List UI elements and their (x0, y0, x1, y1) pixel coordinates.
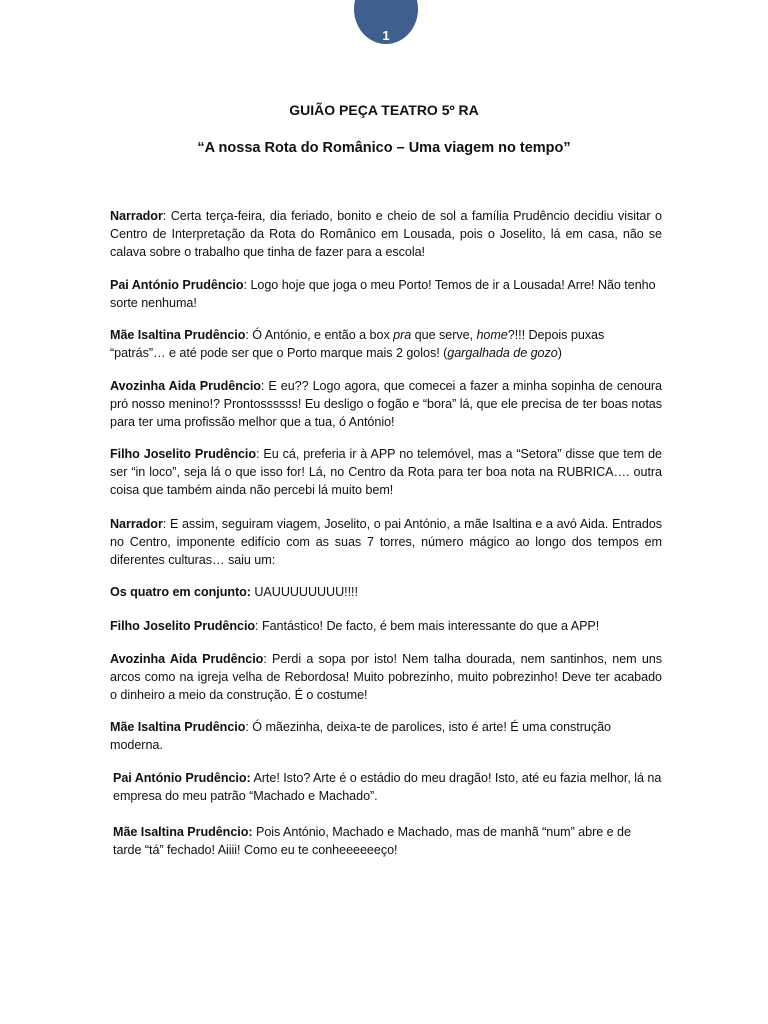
dialogue-text: Arte! Isto? Arte é o estádio do meu dragão! Isto, até eu fazia melhor, lá na empresa do meu patrão “Machado e Machado”. (113, 771, 662, 803)
speaker-name: Filho Joselito Prudêncio (110, 447, 257, 461)
dialogue-text: Perdi a sopa por isto! Nem talha dourada, nem santinhos, nem uns arcos como na igreja velha de Rebordosa! Muito pobrezinho, muito pobrezinho! Deve ter acabado o dinheiro a meio da construção. É o costume! (110, 652, 662, 702)
dialogue-text: Ó mãezinha, deixa-te de parolices, isto é arte! É uma construção moderna. (110, 720, 611, 752)
speaker-name: Narrador (110, 209, 163, 223)
dialogue-text: Pois António, Machado e Machado, mas de manhã “num” abre e de tarde “tá” fechado! Aiiii! Como eu te conheeeeeeço! (113, 825, 631, 857)
dialogue-text: Eu cá, preferia ir à APP no telemóvel, mas a “Setora” disse que tem de ser “in loco”, seja lá o que isso for! Lá, no Centro da Rota para ter boa nota na RUBRICA…. outra coisa que também ainda não percebi lá muito bem! (110, 447, 662, 497)
dialogue-text: E eu?? Logo agora, que comecei a fazer a minha sopinha de cenoura pró nosso menino!? Prontossssss! Eu desligo o fogão e “bora” lá, que ele precisa de ter boas notas para ter uma profissão melhor que a tua, ó António! (110, 379, 662, 429)
dialogue-text: Logo hoje que joga o meu Porto! Temos de ir a Lousada! Arre! Não tenho sorte nenhuma! (110, 278, 656, 310)
dialogue-text: UAUUUUUUUU!!!! (254, 585, 358, 599)
dialogue-line: Mãe Isaltina Prudêncio: Ó António, e então a box pra que serve, home?!!! Depois puxas “patrás”… e até pode ser que o Porto marque mais 2 golos! (gargalhada de gozo) (110, 328, 605, 360)
dialogue-line: Narrador: Certa terça-feira, dia feriado, bonito e cheio de sol a família Prudêncio decidiu visitar o Centro de Interpretação da Rota do Românico em Lousada, pois o Joselito, lá em casa, não se calava sobre o trabalho que tinha de fazer para a escola! (110, 209, 662, 259)
speaker-name: Avozinha Aida Prudêncio (110, 379, 261, 393)
dialogue-line: Filho Joselito Prudêncio: Eu cá, preferia ir à APP no telemóvel, mas a “Setora” disse que tem de ser “in loco”, seja lá o que isso for! Lá, no Centro da Rota para ter boa nota na RUBRICA…. outra coisa que também ainda não percebi lá muito bem! (110, 447, 662, 497)
dialogue-line: Mãe Isaltina Prudêncio: Ó mãezinha, deixa-te de parolices, isto é arte! É uma construção moderna. (110, 720, 611, 752)
speaker-name: Avozinha Aida Prudêncio (110, 652, 264, 666)
speaker-name: Filho Joselito Prudêncio (110, 619, 256, 633)
speaker-name: Pai António Prudêncio: (113, 771, 251, 785)
dialogue-text: Certa terça-feira, dia feriado, bonito e cheio de sol a família Prudêncio decidiu visitar o Centro de Interpretação da Rota do Românico em Lousada, pois o Joselito, lá em casa, não se calava sobre o trabalho que tinha de fazer para a escola! (110, 209, 662, 259)
speaker-name: Mãe Isaltina Prudêncio (110, 720, 246, 734)
dialogue-text: Fantástico! De facto, é bem mais interessante do que a APP! (261, 619, 600, 633)
dialogue-line: Filho Joselito Prudêncio: Fantástico! De facto, é bem mais interessante do que a APP! (110, 619, 600, 633)
speaker-name: Pai António Prudêncio (110, 278, 244, 292)
page-number: 1 (382, 28, 390, 43)
speaker-name: Narrador (110, 517, 163, 531)
speaker-name: Mãe Isaltina Prudêncio (110, 328, 246, 342)
document-title: GUIÃO PEÇA TEATRO 5º RA (289, 102, 479, 118)
speaker-name: Os quatro em conjunto: (110, 585, 251, 599)
dialogue-line: Narrador: E assim, seguiram viagem, Joselito, o pai António, a mãe Isaltina e a avó Aida. Entrados no Centro, imponente edifício com as suas 7 torres, número mágico ao longo dos tempos em diferentes culturas… saiu um: (110, 517, 662, 567)
speaker-name: Mãe Isaltina Prudêncio: (113, 825, 253, 839)
dialogue-line (110, 583, 662, 601)
dialogue-line: Avozinha Aida Prudêncio: E eu?? Logo agora, que comecei a fazer a minha sopinha de cenoura pró nosso menino!? Prontossssss! Eu desligo o fogão e “bora” lá, que ele precisa de ter boas notas para ter uma profissão melhor que a tua, ó António! (110, 379, 662, 429)
dialogue-line: Avozinha Aida Prudêncio: Perdi a sopa por isto! Nem talha dourada, nem santinhos, nem uns arcos como na igreja velha de Rebordosa! Muito pobrezinho, muito pobrezinho! Deve ter acabado o dinheiro a meio da construção. É o costume! (110, 652, 662, 702)
dialogue-line: Pai António Prudêncio: Logo hoje que joga o meu Porto! Temos de ir a Lousada! Arre! Não tenho sorte nenhuma! (110, 278, 656, 310)
dialogue-text: Ó António, e então a box pra que serve, home?!!! Depois puxas “patrás”… e até pode ser que o Porto marque mais 2 golos! (gargalhada de gozo) (110, 328, 605, 360)
dialogue-text: E assim, seguiram viagem, Joselito, o pai António, a mãe Isaltina e a avó Aida. Entrados no Centro, imponente edifício com as suas 7 torres, número mágico ao longo dos tempos em diferentes culturas… saiu um: (110, 517, 662, 567)
page-number-badge (354, 0, 418, 44)
dialogue-line (113, 823, 662, 859)
document-subtitle: “A nossa Rota do Românico – Uma viagem no tempo” (197, 140, 571, 156)
dialogue-line (113, 769, 662, 805)
